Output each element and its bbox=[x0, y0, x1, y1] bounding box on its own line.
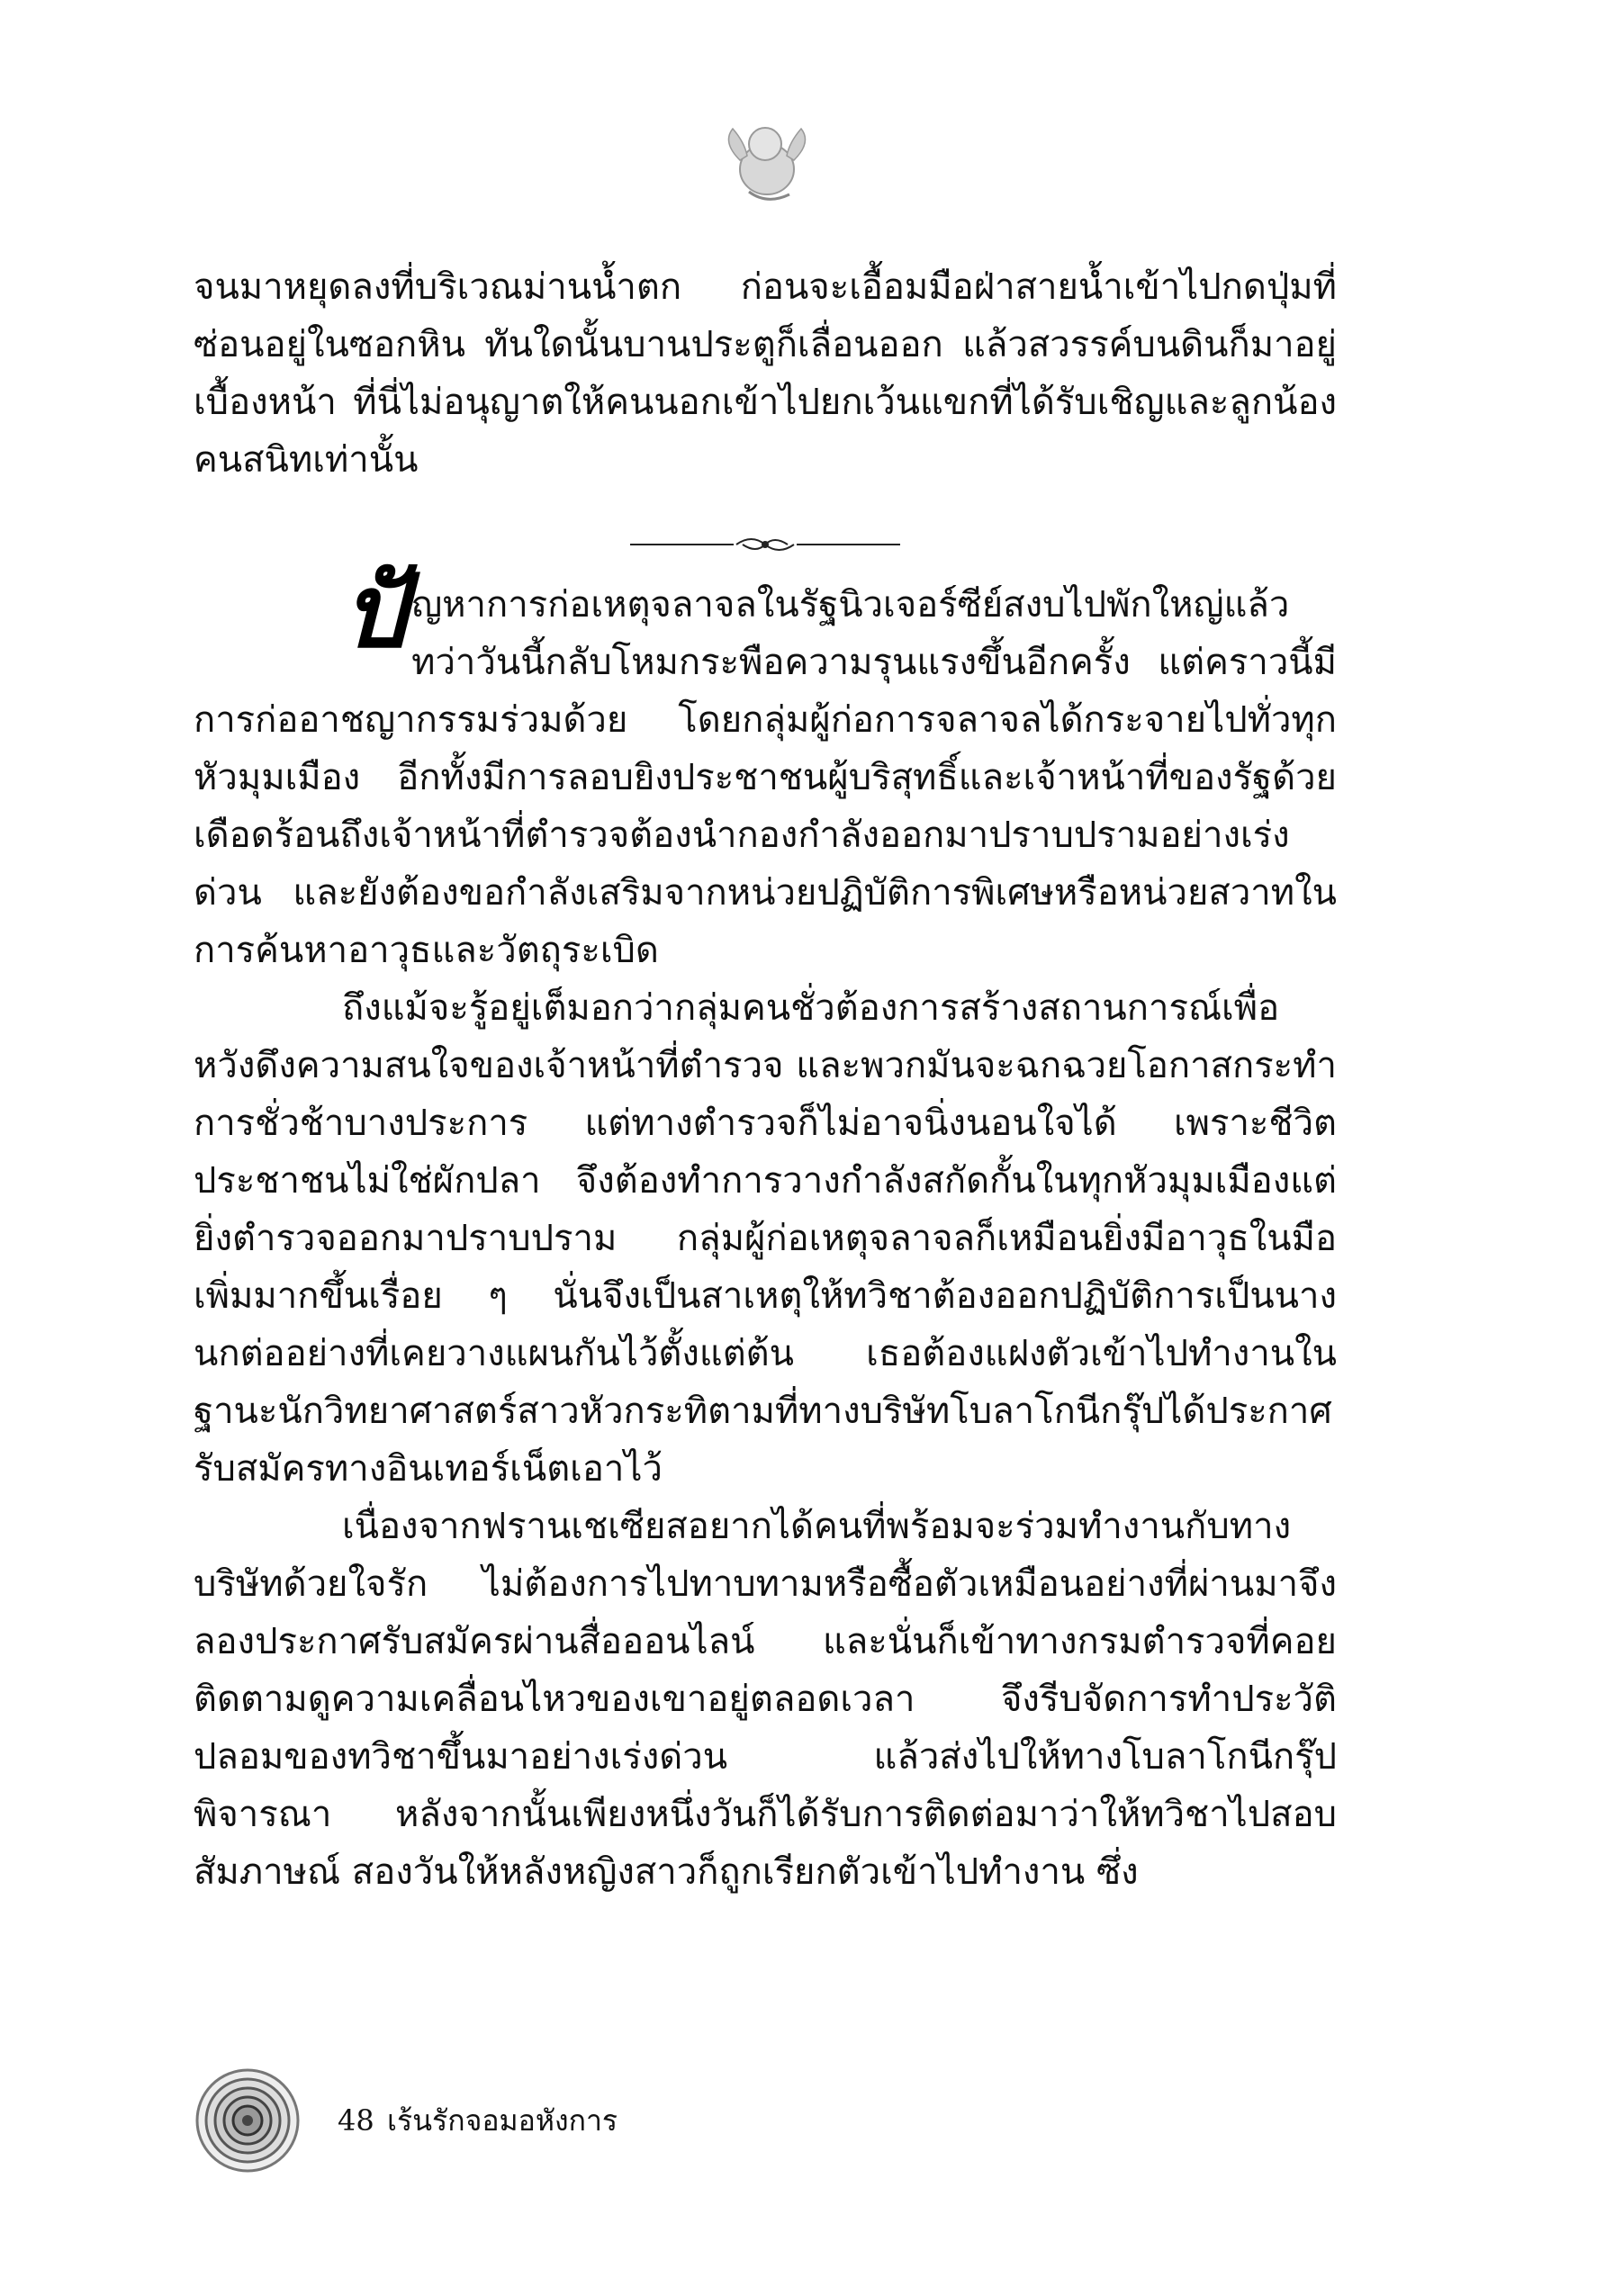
chapter-section bbox=[194, 554, 1337, 1901]
page-footer bbox=[194, 2066, 824, 2174]
book-title: เร้นรักจอมอหังการ bbox=[387, 2103, 618, 2138]
ornamental-divider-icon bbox=[630, 527, 900, 563]
target-icon bbox=[194, 2066, 302, 2174]
chapter-first-paragraph: ญหาการก่อเหตุจลาจลในรัฐนิวเจอร์ซีย์สงบไปพักใหญ่แล้ว ทว่าวันนี้กลับโหมกระพือความรุนแรงขึ้นอีกครั้ง แต่คราวนี้มีการก่ออาชญากรรมร่วมด้วย โดยกลุ่มผู้ก่อการจลาจลได้กระจายไปทั่วทุกหัวมุมเมือง อีกทั้งมีการลอบยิงประชาชนผู้บริสุทธิ์และเจ้าหน้าที่ของรัฐด้วย เดือดร้อนถึงเจ้าหน้าที่ตำรวจต้องนำกองกำลังออกมาปราบปรามอย่างเร่งด่วน และยังต้องขอกำลังเสริมจากหน่วยปฏิบัติการพิเศษหรือหน่วยสวาทในการค้นหาอาวุธและวัตถุระเบิด bbox=[194, 584, 1337, 971]
body-paragraph: เนื่องจากฟรานเชเซียสอยากได้คนที่พร้อมจะร่วมทำงานกับทางบริษัทด้วยใจรัก ไม่ต้องการไปทาบทามหรือซื้อตัวเหมือนอย่างที่ผ่านมาจึงลองประกาศรับสมัครผ่านสื่อออนไลน์ และนั่นก็เข้าทางกรมตำรวจที่คอยติดตามดูความเคลื่อนไหวของเขาอยู่ตลอดเวลา จึงรีบจัดการทำประวัติปลอมของทวิชาขึ้นมาอย่างเร่งด่วน แล้วส่งไปให้ทางโบลาโกนีกรุ๊ปพิจารณา หลังจากนั้นเพียงหนึ่งวันก็ได้รับการติดต่อมาว่าให้ทวิชาไปสอบสัมภาษณ์ สองวันให้หลังหญิงสาวก็ถูกเรียกตัวเข้าไปทำงาน ซึ่ง bbox=[194, 1506, 1337, 1893]
body-paragraph: ถึงแม้จะรู้อยู่เต็มอกว่ากลุ่มคนชั่วต้องการสร้างสถานการณ์เพื่อหวังดึงความสนใจของเจ้าหน้าที่ตำรวจ และพวกมันจะฉกฉวยโอกาสกระทำการชั่วช้าบางประการ แต่ทางตำรวจก็ไม่อาจนิ่งนอนใจได้ เพราะชีวิตประชาชนไม่ใช่ผักปลา จึงต้องทำการวางกำลังสกัดกั้นในทุกหัวมุมเมืองแต่ยิ่งตำรวจออกมาปราบปราม กลุ่มผู้ก่อเหตุจลาจลก็เหมือนยิ่งมีอาวุธในมือเพิ่มมากขึ้นเรื่อย ๆ นั่นจึงเป็นสาเหตุให้ทวิชาต้องออกปฏิบัติการเป็นนางนกต่ออย่างที่เคยวางแผนกันไว้ตั้งแต่ต้น เธอต้องแฝงตัวเข้าไปทำงานในฐานะนักวิทยาศาสตร์สาวหัวกระทิตามที่ทางบริษัทโบลาโกนีกรุ๊ปได้ประกาศรับสมัครทางอินเทอร์เน็ตเอาไว้ bbox=[194, 987, 1337, 1490]
page-number: 48 bbox=[338, 2103, 374, 2138]
cherub-ornament-icon bbox=[713, 106, 821, 214]
drop-cap-letter: ปั bbox=[342, 554, 407, 671]
intro-paragraph: จนมาหยุดลงที่บริเวณม่านน้ำตก ก่อนจะเอื้อมมือฝ่าสายน้ำเข้าไปกดปุ่มที่ซ่อนอยู่ในซอกหิน ทันใดนั้นบานประตูก็เลื่อนออก แล้วสวรรค์บนดินก็มาอยู่เบื้องหน้า ที่นี่ไม่อนุญาตให้คนนอกเข้าไปยกเว้นแขกที่ได้รับเชิญและลูกน้องคนสนิทเท่านั้น bbox=[194, 266, 1337, 481]
